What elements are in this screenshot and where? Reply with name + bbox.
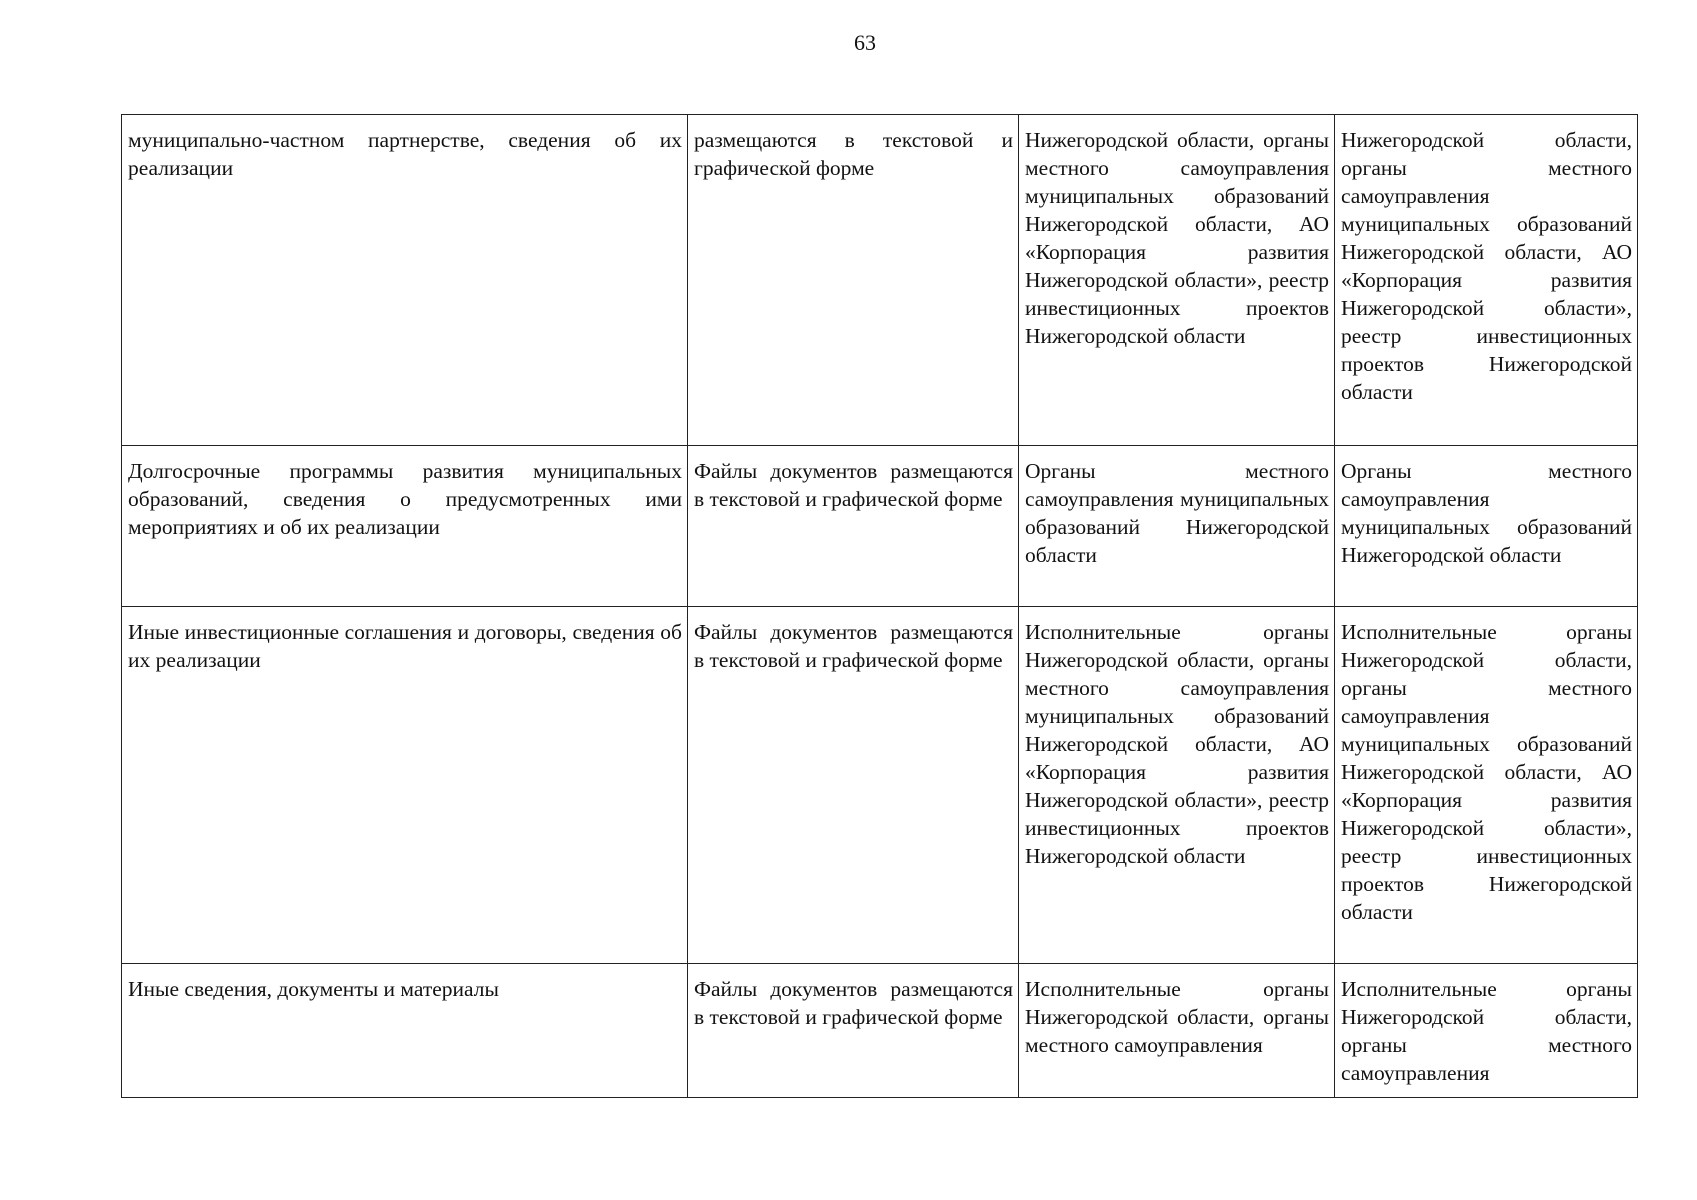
cell-source-bodies: Исполнительные органы Нижегородской области, органы местного самоуправления (1335, 964, 1638, 1098)
page-number: 63 (854, 30, 876, 55)
cell-responsible-bodies: Нижегородской области, органы местного самоуправления муниципальных образований Нижегородской области, АО «Корпорация развития Нижегородской области», реестр инвестиционных проектов Нижегородской области (1019, 115, 1335, 446)
cell-placement-form: Файлы документов размещаются в текстовой и графической форме (688, 446, 1019, 607)
document-table (121, 114, 1638, 1098)
cell-placement-form: Файлы документов размещаются в текстовой и графической форме (688, 964, 1019, 1098)
cell-responsible-bodies: Исполнительные органы Нижегородской области, органы местного самоуправления муниципальных образований Нижегородской области, АО «Корпорация развития Нижегородской области», реестр инвестиционных проектов Нижегородской области (1019, 607, 1335, 964)
cell-responsible-bodies: Органы местного самоуправления муниципальных образований Нижегородской области (1019, 446, 1335, 607)
cell-information-type: Иные сведения, документы и материалы (122, 964, 688, 1098)
cell-information-type: муниципально-частном партнерстве, сведения об их реализации (122, 115, 688, 446)
cell-information-type: Иные инвестиционные соглашения и договоры, сведения об их реализации (122, 607, 688, 964)
cell-responsible-bodies: Исполнительные органы Нижегородской области, органы местного самоуправления (1019, 964, 1335, 1098)
table-row (122, 446, 1638, 607)
table-row (122, 115, 1638, 446)
cell-source-bodies: Нижегородской области, органы местного самоуправления муниципальных образований Нижегородской области, АО «Корпорация развития Нижегородской области», реестр инвестиционных проектов Нижегородской области (1335, 115, 1638, 446)
table-row (122, 607, 1638, 964)
cell-source-bodies: Органы местного самоуправления муниципальных образований Нижегородской области (1335, 446, 1638, 607)
cell-placement-form: Файлы документов размещаются в текстовой и графической форме (688, 607, 1019, 964)
cell-source-bodies: Исполнительные органы Нижегородской области, органы местного самоуправления муниципальных образований Нижегородской области, АО «Корпорация развития Нижегородской области», реестр инвестиционных проектов Нижегородской области (1335, 607, 1638, 964)
table-row (122, 964, 1638, 1098)
cell-information-type: Долгосрочные программы развития муниципальных образований, сведения о предусмотренных ими мероприятиях и об их реализации (122, 446, 688, 607)
cell-placement-form: размещаются в текстовой и графической форме (688, 115, 1019, 446)
